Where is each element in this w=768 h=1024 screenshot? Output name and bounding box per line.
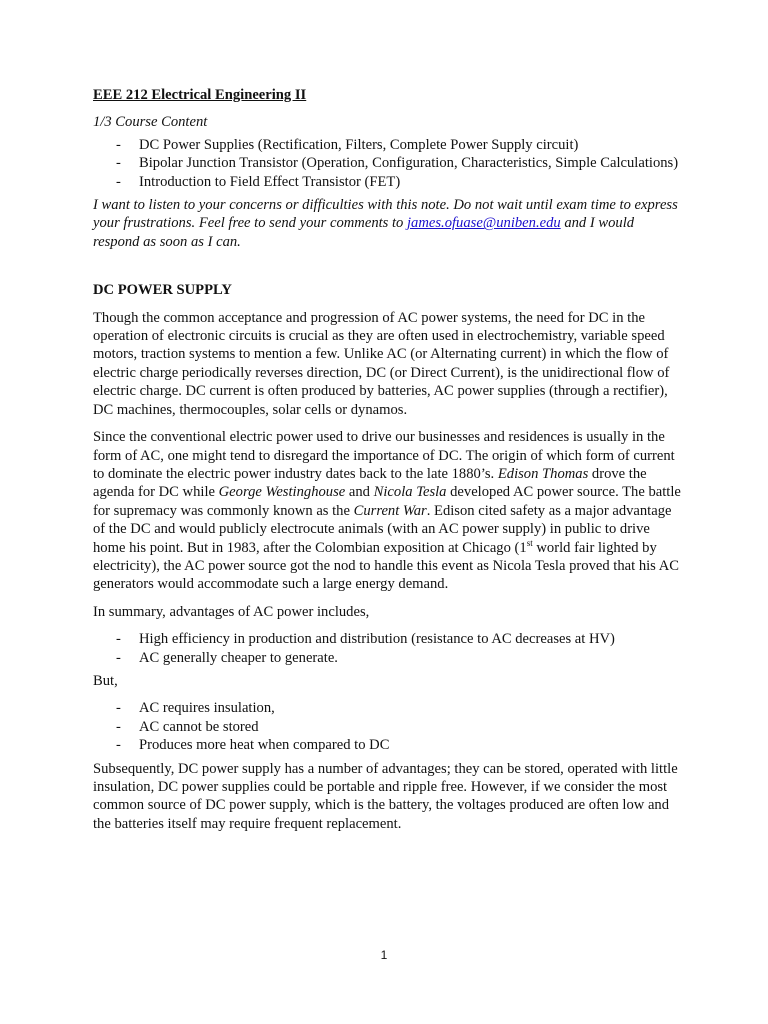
name-edison: Edison Thomas	[497, 465, 589, 482]
list-item: - Introduction to Field Effect Transistor (FET)	[93, 173, 683, 191]
list-item: - Bipolar Junction Transistor (Operation, Configuration, Characteristics, Simple Calculations)	[93, 154, 683, 172]
course-content-label: 1/3 Course Content	[93, 114, 208, 131]
ac-disadvantages-list	[93, 699, 683, 754]
paragraph-current-war	[93, 428, 683, 594]
paragraph-dc-advantages: Subsequently, DC power supply has a number of advantages; they can be stored, operated with little insulation, DC power supplies could be portable and ripple free. However, if we consider the most common source of DC power supply, which is the battery, the voltages produced are often low and the batteries itself may require frequent replacement.	[93, 760, 678, 832]
para2-text: and	[345, 484, 374, 501]
but-label: But,	[93, 672, 118, 689]
term-current-war: Current War	[353, 502, 427, 519]
list-item: - High efficiency in production and distribution (resistance to AC decreases at HV)	[93, 630, 683, 648]
course-content-list	[93, 136, 683, 191]
author-note	[93, 196, 683, 251]
name-westinghouse: George Westinghouse	[218, 484, 346, 501]
superscript-st: st	[526, 537, 533, 548]
para2-text: Since the conventional electric power used to drive our businesses and residences is usually in the form of AC, one might tend to disregard the importance of DC. The origin of which form of current to dominate the electric power industry dates back to the late 1880’s.	[93, 429, 675, 482]
section-heading: DC POWER SUPPLY	[93, 282, 232, 299]
list-item: - DC Power Supplies (Rectification, Filters, Complete Power Supply circuit)	[93, 136, 683, 154]
list-item: - Produces more heat when compared to DC	[93, 736, 683, 754]
para2-text: . Edison cited safety as a major advantage of the DC and would publicly electrocute animals (with an AC power supply) in public to drive home his point. But in 1983, after the Colombian exposition at Chicago (1	[93, 502, 672, 556]
paragraph-dc-intro: Though the common acceptance and progression of AC power systems, the need for DC in the operation of electronic circuits is crucial as they are often used in electrochemistry, variable speed motors, traction systems to mention a few. Unlike AC (or Alternating current) in which the flow of electric charge periodically reverses direction, DC (or Direct Current), is the unidirectional flow of electric charge. DC current is often produced by batteries, AC power supplies (through a rectifier), DC machines, thermocouples, solar cells or dynamos.	[93, 309, 670, 418]
email-link[interactable]: james.ofuase@uniben.edu	[407, 215, 561, 232]
para2-text: drove the agenda for DC while	[93, 465, 647, 501]
document-page	[93, 86, 683, 842]
name-tesla: Nicola Tesla	[373, 484, 447, 501]
ac-advantages-list	[93, 630, 683, 667]
summary-intro: In summary, advantages of AC power includes,	[93, 603, 370, 620]
list-item: - AC requires insulation,	[93, 699, 683, 717]
para2-text: world fair lighted by electricity), the AC power source got the nod to handle this event as Nicola Tesla proved that his AC generators would accommodate such a large energy demand.	[93, 539, 679, 593]
page-number: 1	[380, 948, 388, 962]
note-text-end: and I would respond as soon as I can.	[93, 215, 635, 250]
list-item: - AC cannot be stored	[93, 718, 683, 736]
note-text-start: I want to listen to your concerns or difficulties with this note. Do not wait until exam time to express your frustrations. Feel free to send your comments to	[93, 197, 678, 232]
document-title: EEE 212 Electrical Engineering II	[93, 87, 307, 103]
list-item: - AC generally cheaper to generate.	[93, 649, 683, 667]
para2-text: developed AC power source. The battle for supremacy was commonly known as the	[93, 484, 681, 519]
